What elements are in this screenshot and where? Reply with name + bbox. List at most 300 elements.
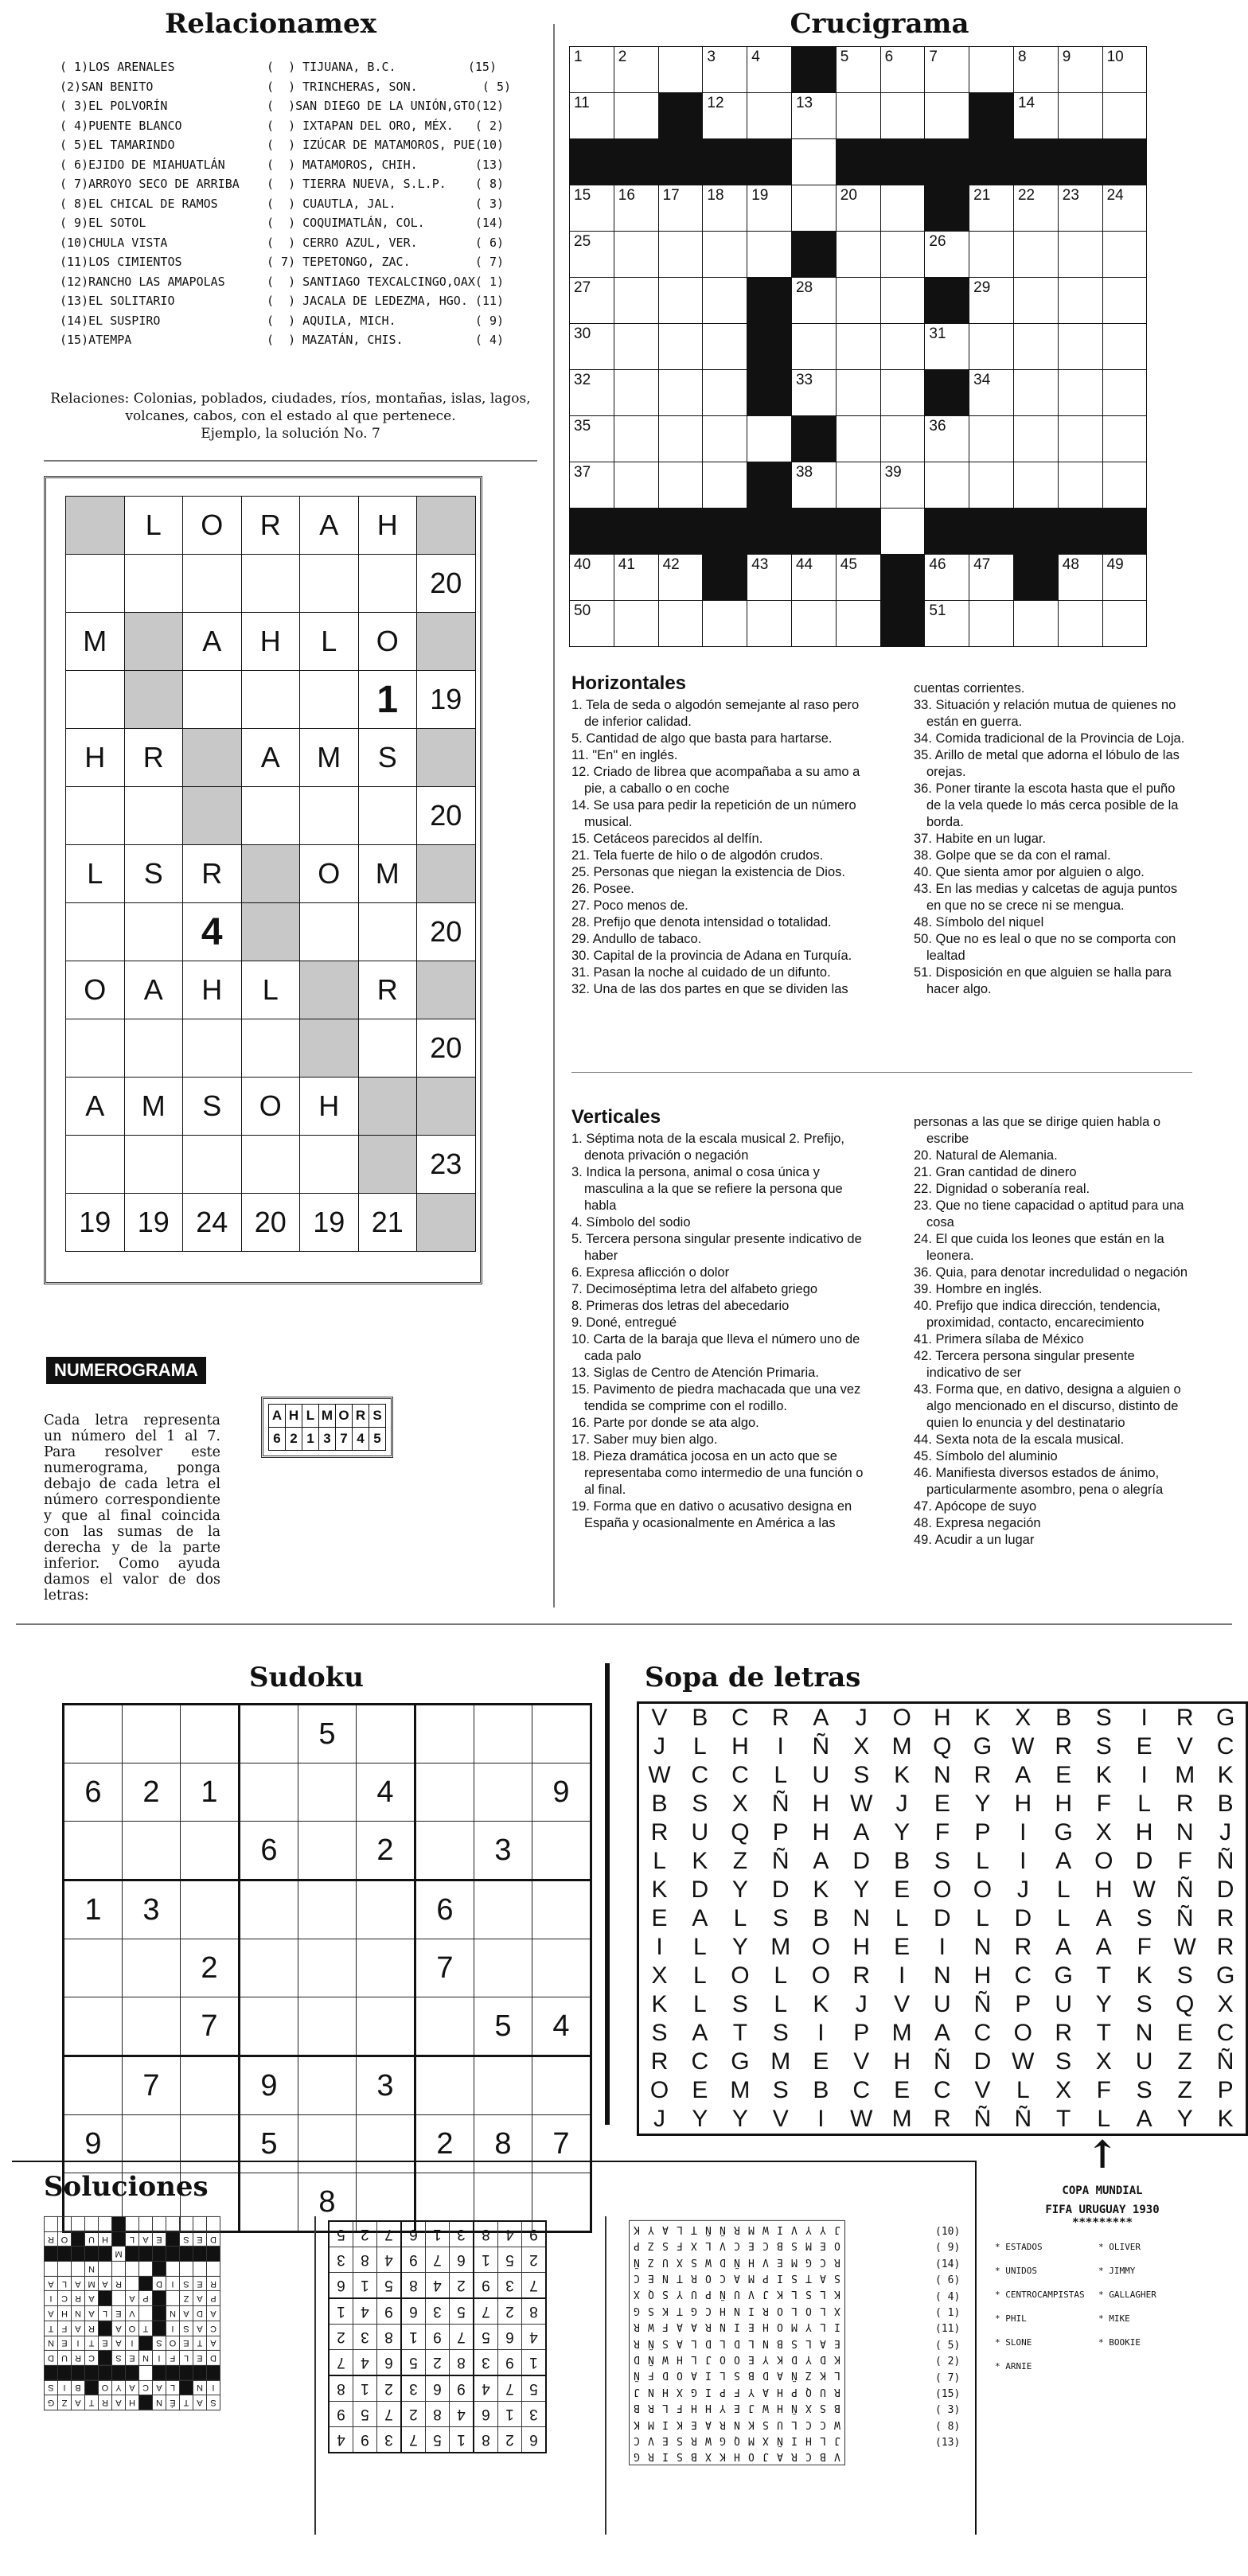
solution-cell: F <box>58 2321 72 2336</box>
word-search-letter: R <box>1055 2020 1072 2046</box>
solution-word-search-letter: O <box>777 2321 783 2333</box>
solution-cell <box>45 2262 58 2277</box>
solution-word-search-letter: G <box>691 2385 697 2398</box>
word-search-letter: S <box>651 2020 668 2046</box>
numerograma-cell: 20 <box>417 555 476 613</box>
solution-sudoku-cell: 8 <box>474 2221 498 2247</box>
numerograma-cell: H <box>183 961 242 1019</box>
solution-cell: I <box>166 2321 180 2336</box>
relacionamex-row <box>60 330 537 350</box>
solution-sudoku-cell: 5 <box>353 2402 377 2427</box>
word-search-letter: X <box>853 1733 870 1760</box>
crossword-cell <box>925 324 969 370</box>
word-search-letter: X <box>1055 2077 1072 2103</box>
divider <box>605 2216 606 2535</box>
crossword-number: 20 <box>840 187 857 204</box>
word-search-letter: S <box>1055 2048 1072 2075</box>
solution-sudoku-cell: 6 <box>401 2298 426 2325</box>
word-search-letter: J <box>855 1991 868 2017</box>
solution-sudoku-cell: 1 <box>353 2375 377 2402</box>
crossword-cell <box>969 324 1014 370</box>
word-search-letter: S <box>772 1905 789 1931</box>
word-search-letter: R <box>1055 1733 1072 1760</box>
relacionamex-state: ( ) CERRO AZUL, VER. ( 6) <box>267 235 505 250</box>
vertical-clue: personas a las que se dirige quien habla o escribe <box>914 1115 1161 1146</box>
sudoku-cell <box>181 2056 240 2115</box>
solution-word-search-letter: I <box>791 2434 798 2446</box>
numerograma-cell: L <box>124 497 183 555</box>
word-search-letter: K <box>1217 2106 1234 2132</box>
word-search-letter: A <box>692 2020 708 2046</box>
solution-word-search-letter: N <box>762 2336 769 2349</box>
word-search-letter: Ñ <box>1176 1905 1194 1931</box>
word-search-letter: Y <box>731 2106 748 2132</box>
solution-word-search-letter: K <box>820 2369 826 2382</box>
word-search-letter: L <box>1056 1905 1071 1931</box>
numerograma-cell: A <box>183 613 242 671</box>
solution-sudoku-cell: 6 <box>522 2427 547 2453</box>
solution-sudoku-cell: 7 <box>498 2375 522 2402</box>
relacionamex-state: ( ) TIERRA NUEVA, S.L.P. ( 8) <box>267 177 505 192</box>
crossword-black-cell <box>880 601 925 647</box>
word-search-letter: L <box>774 1991 788 2017</box>
solution-sudoku-cell: 2 <box>450 2273 474 2299</box>
solution-word-search-letter: Ñ <box>648 2336 654 2349</box>
crossword-black-cell <box>747 462 792 509</box>
copa-word: * UNIDOS <box>995 2266 1037 2276</box>
sudoku-cell: 5 <box>474 1997 532 2056</box>
key-letter: A <box>269 1405 286 1428</box>
word-search-letter: P <box>853 2020 870 2046</box>
horizontal-clue: 30. Capital de la provincia de Adana en Turquía. <box>571 949 852 963</box>
solution-cell: L <box>126 2231 139 2247</box>
vertical-clue: 15. Pavimento de piedra machacada que una vez tendida se comprime con el rodillo. <box>571 1382 861 1413</box>
solution-word-search-letter: E <box>777 2255 783 2268</box>
word-search-letter: J <box>895 1791 908 1817</box>
horizontal-clue: 29. Andullo de tabaco. <box>571 932 702 946</box>
word-search-letter: Q <box>1176 1991 1195 2017</box>
crossword-cell <box>703 324 747 370</box>
solution-sudoku-cell: 1 <box>498 2402 522 2427</box>
crossword-number: 32 <box>574 372 591 388</box>
solution-word-search-letter: G <box>720 2434 726 2446</box>
solution-word-search-letter: W <box>762 2402 769 2414</box>
crossword-cell <box>658 232 703 278</box>
word-search-letter: O <box>811 1962 831 1989</box>
numerograma-cell <box>358 1078 417 1136</box>
solution-cell <box>85 2217 99 2232</box>
word-search-letter: L <box>733 1905 747 1931</box>
solution-cell: T <box>85 2336 99 2351</box>
solution-cell: C <box>58 2291 72 2306</box>
crossword-black-cell <box>925 509 969 555</box>
solution-cell <box>207 2262 220 2277</box>
crossword-number: 40 <box>574 556 591 573</box>
crossword-cell <box>1058 601 1102 647</box>
solution-word-search-letter: D <box>662 2369 669 2382</box>
solution-cell: A <box>180 2306 193 2321</box>
solution-sudoku-cell: 7 <box>522 2273 547 2299</box>
numerograma-cell: A <box>300 497 359 555</box>
solution-word-search-letter: C <box>762 2239 769 2252</box>
crossword-number: 51 <box>929 602 946 619</box>
word-search-letter: X <box>1095 2048 1112 2075</box>
solution-cell: C <box>85 2351 99 2366</box>
sudoku-cell <box>298 2056 357 2115</box>
relacionamex-place: ( 6)EJIDO DE MIAHUATLÁN <box>60 157 225 172</box>
sudoku-cell <box>357 1880 415 1939</box>
crossword-cell <box>570 324 614 370</box>
word-search-letter: M <box>770 2048 791 2075</box>
key-letter: O <box>336 1405 353 1428</box>
crossword-cell <box>614 416 658 462</box>
solution-sudoku-cell: 5 <box>377 2273 402 2299</box>
solution-word-search-letter: Q <box>734 2434 740 2446</box>
word-search-letter: A <box>692 1905 708 1931</box>
crossword-cell <box>836 601 880 647</box>
solution-sudoku-cell: 1 <box>329 2298 353 2325</box>
solution-sudoku-cell: 4 <box>498 2221 522 2247</box>
crossword-black-cell <box>747 370 792 416</box>
solution-cell: Z <box>180 2291 193 2306</box>
solution-cell: I <box>207 2380 220 2395</box>
word-search-letter: Y <box>1095 1991 1112 2017</box>
crossword-cell <box>658 555 703 601</box>
solution-cell <box>193 2262 207 2277</box>
vertical-clue: 8. Primeras dos letras del abecedario <box>571 1299 790 1313</box>
numerograma-cell <box>66 497 125 555</box>
crossword-cell <box>791 601 836 647</box>
solution-word-search-letter: H <box>677 2352 683 2365</box>
key-value: 4 <box>353 1428 369 1451</box>
solution-word-search-letter: A <box>820 2271 826 2284</box>
solution-word-search-letter: S <box>762 2418 769 2430</box>
crossword-cell <box>969 370 1014 416</box>
solution-cell <box>72 2262 85 2277</box>
solution-word-search-letter: A <box>734 2271 740 2284</box>
word-search-letter: Y <box>1176 2106 1193 2132</box>
numerograma-cell: A <box>241 729 300 787</box>
sudoku-grid <box>62 1703 592 2233</box>
divider <box>553 24 555 1608</box>
solution-word-search-letter: N <box>734 2418 740 2430</box>
solution-word-search-letter: L <box>820 2288 826 2301</box>
horizontal-clue: 25. Personas que niegan la existencia de Dios. <box>571 865 845 879</box>
crossword-cell <box>658 185 703 232</box>
crossword-number: 9 <box>1062 49 1071 65</box>
numerograma-cell: 21 <box>358 1194 417 1252</box>
solution-word-search-letter: E <box>834 2336 840 2349</box>
word-search-letter: C <box>973 2020 992 2046</box>
vertical-clue: 36. Quia, para denotar incredulidad o negación <box>914 1265 1188 1280</box>
word-search-letter: I <box>898 1962 906 1989</box>
solution-word-search-letter: G <box>634 2304 640 2317</box>
copa-words-left <box>983 2235 1098 2379</box>
solution-word-search-letter: N <box>720 2321 726 2333</box>
vertical-clue: 41. Primera sílaba de México <box>914 1332 1084 1346</box>
numerograma-cell: R <box>358 961 417 1019</box>
sudoku-cell <box>474 2056 532 2115</box>
solution-word-search-letter: J <box>834 2434 840 2446</box>
vertical-clue: 7. Decimoséptima letra del alfabeto griego <box>571 1282 818 1296</box>
horizontal-clue: 1. Tela de seda o algodón semejante al raso pero de inferior calidad. <box>571 698 860 729</box>
word-search-letter: A <box>1136 2106 1152 2132</box>
numerograma-cell: 19 <box>124 1194 183 1252</box>
solution-word-search-letter: N <box>662 2271 669 2284</box>
word-search-letter: O <box>892 1705 911 1731</box>
word-search-letter: B <box>894 1848 911 1874</box>
solution-word-search-letter: L <box>662 2402 669 2414</box>
horizontal-clue: 35. Arillo de metal que adorna el lóbulo de las orejas. <box>914 748 1180 779</box>
crossword-cell <box>614 462 658 509</box>
word-search-letter: D <box>1135 1848 1153 1874</box>
sudoku-cell <box>474 1880 532 1939</box>
solution-cell: D <box>153 2276 166 2291</box>
numerograma-cell <box>124 613 183 671</box>
crossword-cell <box>1013 324 1058 370</box>
word-search-letter: I <box>1141 1762 1148 1788</box>
word-search-letter: A <box>1055 1934 1072 1960</box>
solution-word-search-letter: K <box>634 2418 640 2430</box>
numerograma-cell <box>183 555 242 613</box>
word-search-letter: C <box>1014 1962 1032 1989</box>
solution-sudoku-cell: 7 <box>474 2298 498 2325</box>
word-search-letter: Ñ <box>812 1733 830 1760</box>
solution-cell: T <box>85 2395 99 2410</box>
solution-word-search-letter: A <box>691 2321 697 2333</box>
solution-cell: A <box>193 2321 207 2336</box>
crossword-black-cell <box>747 324 792 370</box>
word-search-letter: K <box>1095 1762 1112 1788</box>
solution-word-search-letter: E <box>748 2321 755 2333</box>
solution-word-search-letter: S <box>662 2336 669 2349</box>
horizontal-clue: 33. Situación y relación mutua de quienes no están en guerra. <box>914 698 1176 729</box>
numerograma-cell <box>241 1136 300 1194</box>
word-search-letter: Y <box>731 1934 748 1960</box>
crossword-cell <box>747 416 792 462</box>
solution-word-search-letter: S <box>677 2450 683 2463</box>
verticales-col2 <box>914 1114 1192 1549</box>
relacionamex-row <box>60 291 537 311</box>
word-search-letter: S <box>853 1762 870 1788</box>
divider <box>975 2161 977 2535</box>
word-search-letter: K <box>813 1991 829 2017</box>
solution-word-search-letter: J <box>705 2352 712 2365</box>
solution-sudoku-cell: 7 <box>329 2350 353 2376</box>
numerograma-cell <box>358 1019 417 1078</box>
solution-cell: D <box>193 2306 207 2321</box>
solution-relacionamex-item: ( 7) <box>935 2371 961 2384</box>
numerograma-cell: 20 <box>417 903 476 961</box>
vertical-clue: 17. Saber muy bien algo. <box>571 1432 718 1447</box>
solution-black-cell <box>58 2247 72 2262</box>
solution-word-search-letter: N <box>734 2304 740 2317</box>
relacionamex-state: ( ) COQUIMATLÁN, COL. (14) <box>267 216 505 231</box>
solution-cell: A <box>112 2321 126 2336</box>
numerograma-cell <box>66 1136 125 1194</box>
word-search-letter: E <box>651 1905 668 1931</box>
crossword-cell <box>614 601 658 647</box>
word-search-letter: V <box>651 1705 668 1731</box>
solution-word-search-letter: C <box>805 2450 812 2463</box>
sudoku-cell <box>415 1997 474 2056</box>
solution-word-search-letter: U <box>662 2255 669 2268</box>
sudoku-cell <box>123 1705 181 1763</box>
solution-cell: P <box>139 2291 153 2306</box>
crossword-number: 13 <box>795 95 813 111</box>
solution-black-cell <box>99 2247 112 2262</box>
solution-word-search-letter: I <box>734 2321 740 2333</box>
solution-word-search-letter: R <box>791 2450 798 2463</box>
key-letter: R <box>353 1405 369 1428</box>
word-search-letter: G <box>1215 1705 1235 1731</box>
crossword-number: 36 <box>929 418 946 435</box>
crossword-cell <box>614 555 658 601</box>
word-search-letter: L <box>1056 1876 1071 1903</box>
crossword-cell <box>1013 278 1058 324</box>
numerograma-cell <box>417 1078 476 1136</box>
word-search-letter: K <box>692 1848 708 1874</box>
numerograma-cell: A <box>66 1078 125 1136</box>
relacionamex-state: ( ) MATAMOROS, CHIH. (13) <box>267 157 505 172</box>
solution-word-search-letter: A <box>662 2223 669 2235</box>
numerograma-cell: O <box>183 497 242 555</box>
crossword-cell <box>880 509 925 555</box>
crossword-number: 7 <box>929 49 938 65</box>
numerograma-cell <box>124 671 183 729</box>
solution-word-search-letter: V <box>834 2450 840 2463</box>
crossword-number: 4 <box>751 49 760 65</box>
word-search-letter: V <box>974 2077 991 2103</box>
word-search-letter: Ñ <box>1216 1848 1234 1874</box>
numerograma-cell: S <box>124 845 183 903</box>
crossword-cell <box>1058 462 1102 509</box>
solution-cell: A <box>112 2336 126 2351</box>
sudoku-cell: 3 <box>357 2056 415 2115</box>
relacionamex-title: Relacionamex <box>165 8 376 40</box>
solution-cell: V <box>126 2306 139 2321</box>
crossword-black-cell <box>836 139 880 185</box>
solution-sudoku-cell: 7 <box>377 2402 402 2427</box>
crossword-cell <box>703 185 747 232</box>
solution-sudoku-cell: 1 <box>353 2273 377 2299</box>
solution-cell <box>45 2217 58 2232</box>
crossword-cell <box>880 185 925 232</box>
solution-cell: I <box>58 2380 72 2395</box>
word-search-letter: H <box>973 1962 992 1989</box>
solution-word-search-letter: H <box>734 2450 740 2463</box>
crossword-number: 47 <box>973 556 991 573</box>
crossword-number: 26 <box>929 233 946 250</box>
crossword-cell <box>747 185 792 232</box>
solution-word-search-letter: L <box>791 2288 798 2301</box>
crossword-cell <box>1013 185 1058 232</box>
word-search-letter: T <box>1096 2020 1111 2046</box>
word-search-letter: D <box>934 1905 951 1931</box>
solution-cell: S <box>180 2231 193 2247</box>
solution-word-search-letter: R <box>762 2304 769 2317</box>
solution-word-search-letter: R <box>705 2321 712 2333</box>
crossword-cell <box>1102 232 1147 278</box>
sudoku-cell <box>357 1997 415 2056</box>
crossword-black-cell <box>791 416 836 462</box>
word-search-letter: G <box>1215 1962 1235 1989</box>
solution-word-search-letter: M <box>791 2321 798 2333</box>
word-search-letter: M <box>1175 1762 1195 1788</box>
relacionamex-row <box>60 174 537 194</box>
crossword-cell <box>791 370 836 416</box>
crossword-cell <box>1013 47 1058 93</box>
solution-sudoku-cell: 7 <box>377 2221 402 2247</box>
solution-word-search-letter: C <box>634 2271 640 2284</box>
solution-sudoku-cell: 3 <box>401 2375 426 2402</box>
crossword-cell <box>836 370 880 416</box>
word-search-letter: S <box>1136 1905 1152 1931</box>
crossword-black-cell <box>703 555 747 601</box>
solution-word-search-letter: S <box>805 2288 812 2301</box>
solution-word-search-letter: L <box>691 2352 697 2365</box>
relacionamex-place: (13)EL SOLITARIO <box>60 294 175 309</box>
solution-cell <box>180 2262 193 2277</box>
numerograma-cell <box>66 903 125 961</box>
crossword-cell <box>658 324 703 370</box>
key-letter: H <box>286 1405 302 1428</box>
numerograma-cell: H <box>358 497 417 555</box>
word-search-letter: Y <box>731 1876 748 1903</box>
copa-stars: ********* <box>1072 2216 1133 2229</box>
solution-word-search-letter: L <box>820 2434 826 2446</box>
crossword-cell <box>791 278 836 324</box>
sudoku-cell <box>181 1822 240 1880</box>
crossword-cell <box>703 416 747 462</box>
solution-word-search-letter: Ñ <box>634 2255 640 2268</box>
word-search-letter: Z <box>1177 2077 1192 2103</box>
sudoku-cell: 6 <box>240 1822 298 1880</box>
crossword-cell <box>747 555 792 601</box>
word-search-letter: K <box>813 1876 829 1903</box>
crossword-black-cell <box>925 185 969 232</box>
solution-word-search-letter: S <box>820 2402 826 2414</box>
solution-word-search-letter: S <box>791 2271 798 2284</box>
word-search-letter: H <box>731 1733 749 1760</box>
solution-sudoku-cell: 8 <box>450 2350 474 2376</box>
word-search-letter: S <box>772 2077 789 2103</box>
word-search-letter: M <box>891 1733 912 1760</box>
solution-cell: A <box>85 2291 99 2306</box>
word-search-letter: O <box>731 1962 750 1989</box>
crossword-number: 15 <box>574 187 591 204</box>
word-search-letter: L <box>692 1962 707 1989</box>
sudoku-cell <box>123 2115 181 2173</box>
solution-word-search-letter: L <box>791 2304 798 2317</box>
numerograma-title: NUMEROGRAMA <box>46 1357 206 1384</box>
solution-word-search-letter: Y <box>762 2352 769 2365</box>
crossword-black-cell <box>747 278 792 324</box>
sudoku-cell <box>357 1939 415 1997</box>
solution-word-search-letter: M <box>748 2271 755 2284</box>
solution-cell: E <box>153 2231 166 2247</box>
crossword-cell <box>880 462 925 509</box>
solution-word-search-letter: C <box>820 2255 826 2268</box>
solution-word-search-letter: H <box>720 2304 726 2317</box>
word-search-letter: P <box>974 1819 991 1845</box>
solution-word-search-letter: B <box>820 2450 826 2463</box>
horizontal-clue: 21. Tela fuerte de hilo o de algodón crudos. <box>571 848 824 863</box>
word-search-letter: H <box>1135 1819 1153 1845</box>
numerograma-cell <box>66 1019 125 1078</box>
crossword-number: 22 <box>1017 187 1035 204</box>
vertical-clue: 44. Sexta nota de la escala musical. <box>914 1432 1125 1447</box>
